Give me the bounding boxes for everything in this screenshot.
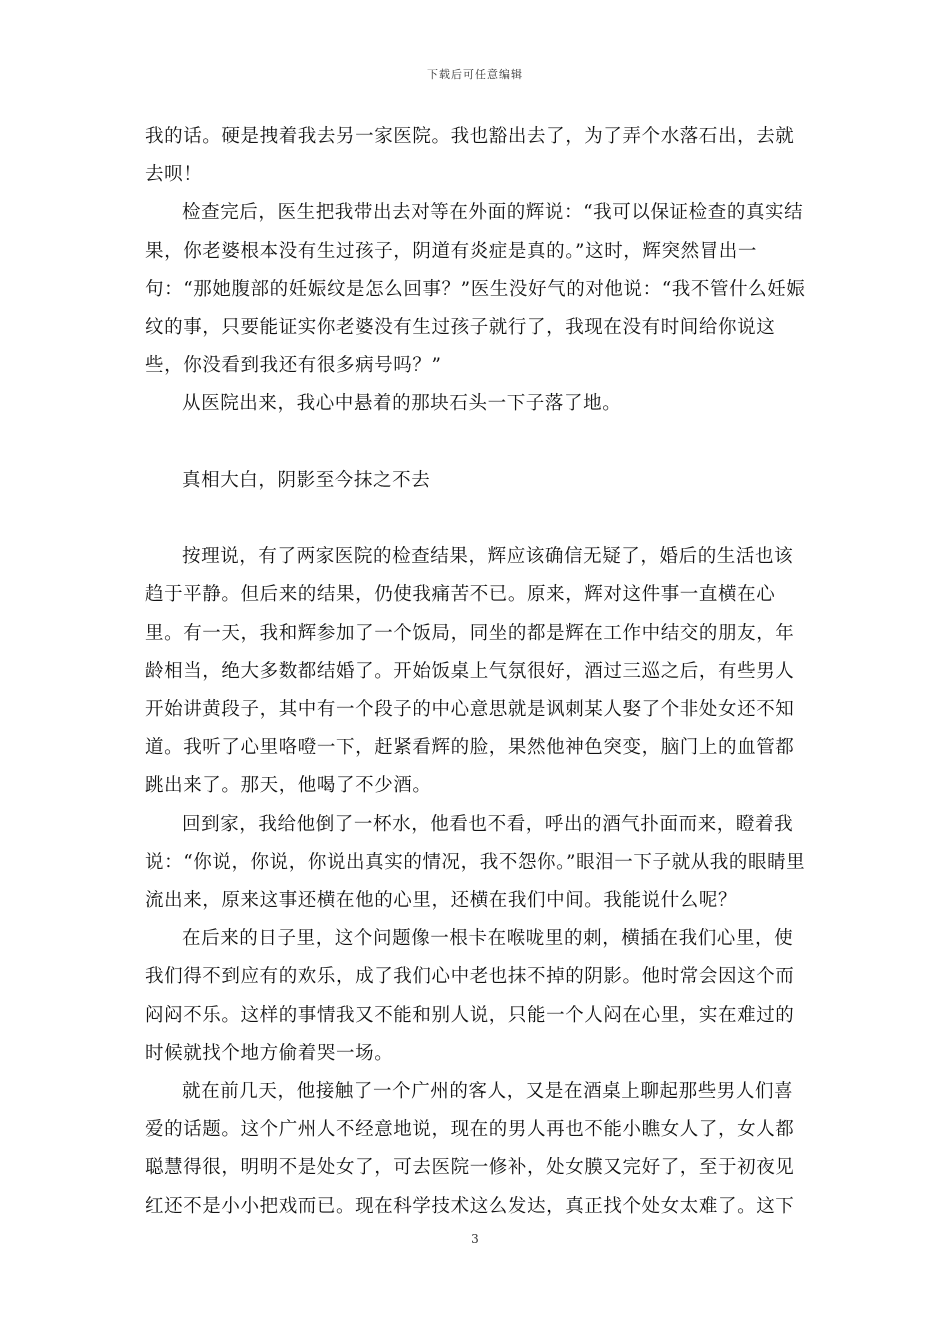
page-header: 下载后可任意编辑 <box>427 68 523 81</box>
paragraph: 在后来的日子里，这个问题像一根卡在喉咙里的刺，横插在我们心里，使我们得不到应有的欢乐，成了我们心中老也抹不掉的阴影。他时常会因这个而闷闷不乐。这样的事情我又不能和别人说，只能一个人闷在心里，实在难过的时候就找个地方偷着哭一场。 <box>145 928 795 1064</box>
paragraph: 从医院出来，我心中悬着的那块石头一下子落了地。 <box>182 393 622 415</box>
paragraph: 按理说，有了两家医院的检查结果，辉应该确信无疑了，婚后的生活也该趋于平静。但后来的结果，仍使我痛苦不已。原来，辉对这件事一直横在心里。有一天，我和辉参加了一个饭局，同坐的都是辉在工作中结交的朋友，年龄相当，绝大多数都结婚了。开始饭桌上气氛很好，酒过三巡之后，有些男人开始讲黄段子，其中有一个段子的中心意思就是讽刺某人娶了个非处女还不知道。我听了心里咯噔一下，赶紧看辉的脸，果然他神色突变，脑门上的血管都跳出来了。那天，他喝了不少酒。 <box>145 546 795 797</box>
paragraph-continuation: 我的话。硬是拽着我去另一家医院。我也豁出去了，为了弄个水落石出，去就去呗！ <box>145 126 795 186</box>
document-body <box>145 118 810 1226</box>
blank-line <box>145 500 810 538</box>
section-heading: 真相大白，阴影至今抹之不去 <box>182 469 431 491</box>
blank-line <box>145 424 810 462</box>
paragraph: 就在前几天，他接触了一个广州的客人，又是在酒桌上聊起那些男人们喜爱的话题。这个广州人不经意地说，现在的男人再也不能小瞧女人了，女人都聪慧得很，明明不是处女了，可去医院一修补，处女膜又完好了，至于初夜见红还不是小小把戏而已。现在科学技术这么发达，真正找个处女太难了。这下 <box>145 1081 795 1217</box>
page-number: 3 <box>471 1232 479 1246</box>
paragraph: 回到家，我给他倒了一杯水，他看也不看，呼出的酒气扑面而来，瞪着我说：“你说，你说，你说出真实的情况，我不怨你。”眼泪一下子就从我的眼睛里流出来，原来这事还横在他的心里，还横在我们中间。我能说什么呢？ <box>145 813 806 912</box>
paragraph: 检查完后，医生把我带出去对等在外面的辉说：“我可以保证检查的真实结果，你老婆根本没有生过孩子，阴道有炎症是真的。”这时，辉突然冒出一句：“那她腹部的妊娠纹是怎么回事？”医生没好气的对他说：“我不管什么妊娠纹的事，只要能证实你老婆没有生过孩子就行了，我现在没有时间给你说这些，你没看到我还有很多病号吗？” <box>145 202 806 377</box>
